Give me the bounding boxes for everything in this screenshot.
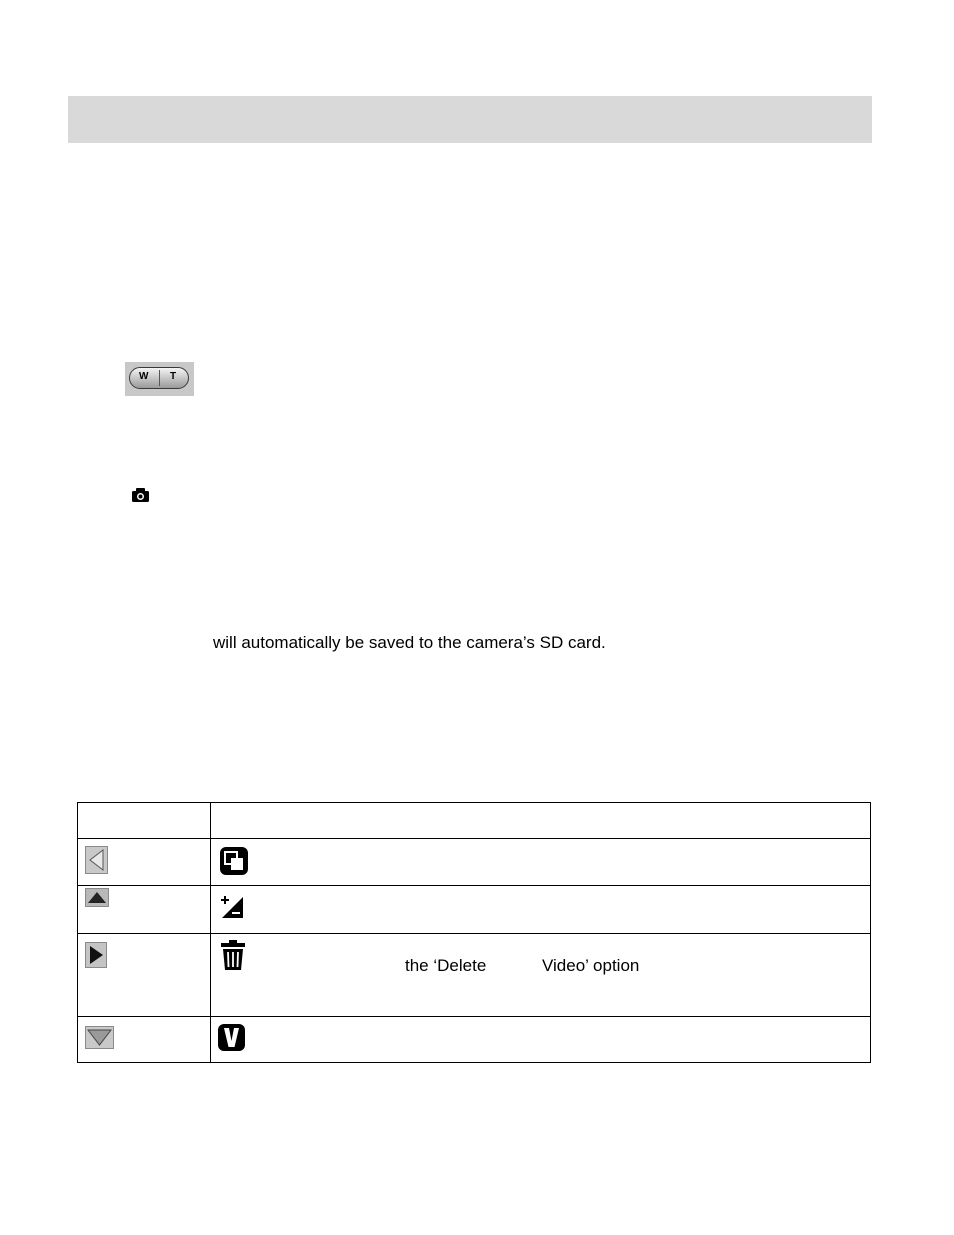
trash-icon bbox=[220, 940, 246, 970]
table-row bbox=[78, 839, 871, 886]
right-arrow-icon bbox=[85, 942, 107, 968]
header-cell-button bbox=[78, 803, 211, 839]
zoom-wide-label: W bbox=[139, 371, 149, 382]
video-option-text: Video’ option bbox=[542, 956, 640, 975]
up-arrow-icon bbox=[85, 888, 109, 907]
table-header-row bbox=[78, 803, 871, 839]
table-row bbox=[78, 1017, 871, 1063]
zoom-button-image bbox=[125, 362, 194, 396]
down-arrow-icon bbox=[85, 1026, 114, 1049]
left-arrow-icon bbox=[85, 846, 108, 874]
table-row bbox=[78, 934, 871, 1017]
delete-option-text: the ‘Delete bbox=[405, 956, 487, 975]
table-row bbox=[78, 886, 871, 934]
v-icon bbox=[218, 1024, 245, 1051]
zoom-rocker bbox=[129, 367, 189, 389]
header-cell-function bbox=[211, 803, 871, 839]
copy-icon bbox=[220, 847, 248, 875]
zoom-tele-label: T bbox=[170, 371, 177, 382]
camera-icon bbox=[131, 487, 150, 503]
zoom-divider bbox=[159, 370, 160, 386]
section-header-bar bbox=[68, 96, 872, 143]
button-function-table bbox=[77, 802, 871, 1063]
saved-to-card-text: will automatically be saved to the camera’s SD card. bbox=[213, 633, 606, 652]
exposure-icon bbox=[220, 895, 244, 919]
